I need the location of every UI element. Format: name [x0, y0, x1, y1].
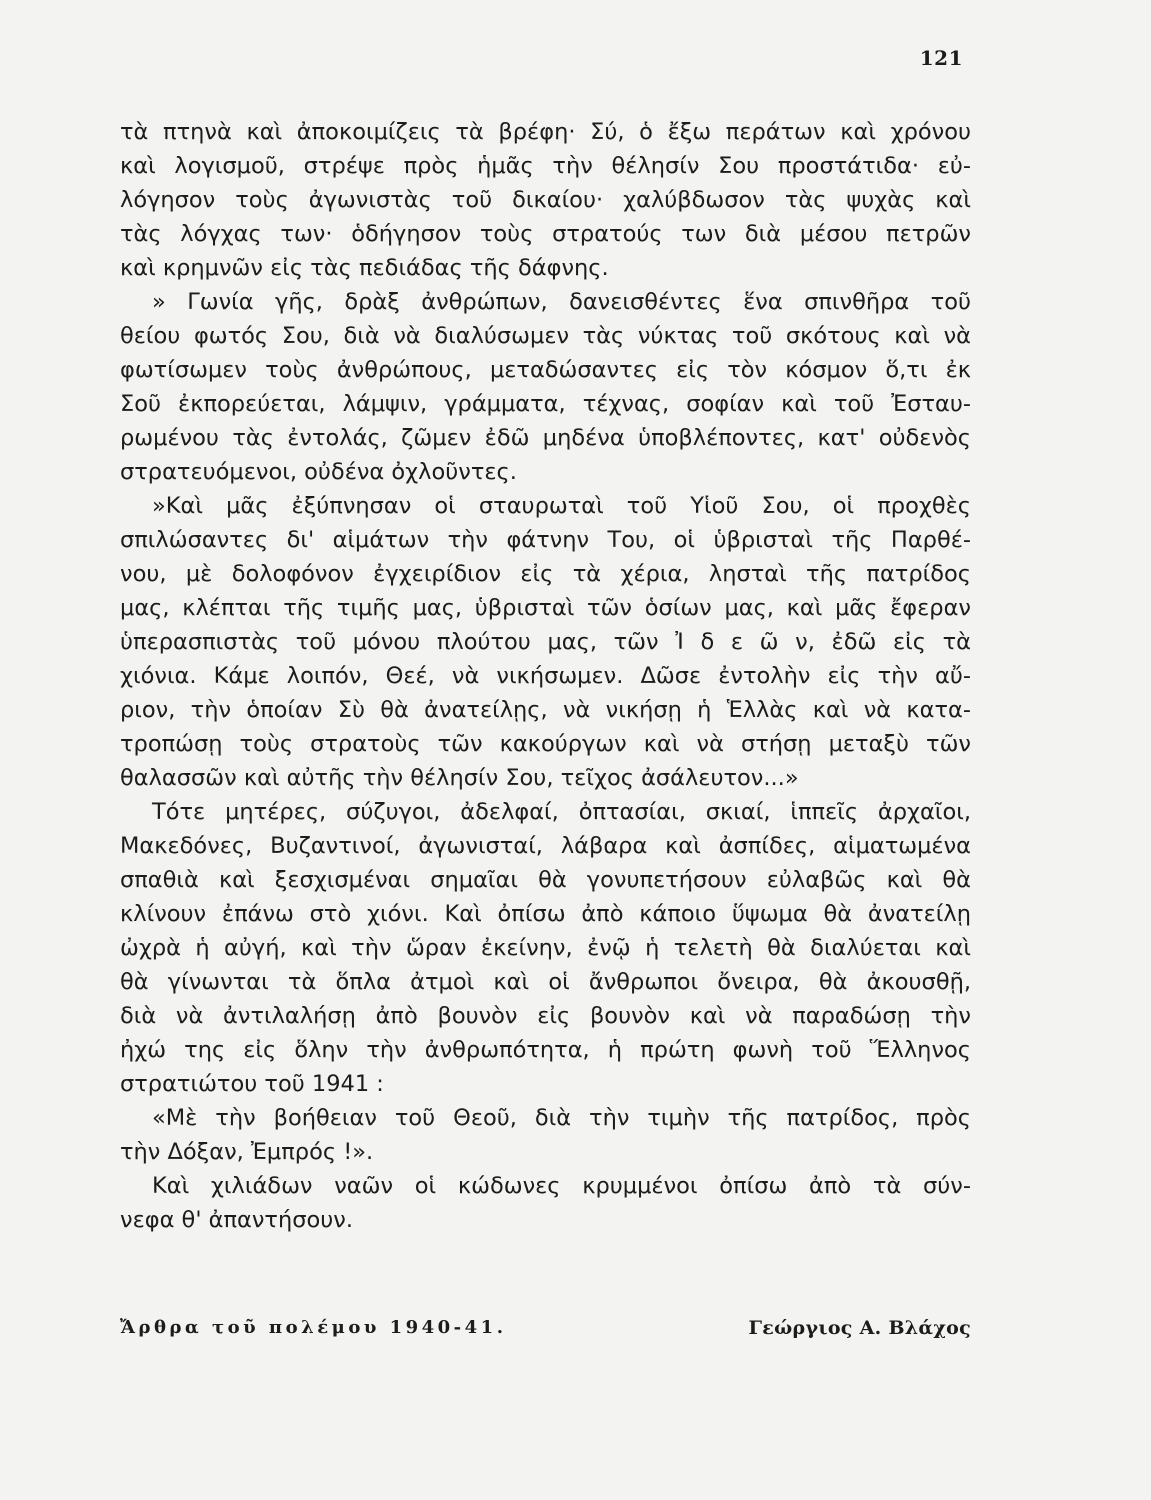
text-line: θαλασσῶν καὶ αὐτῆς τὴν θέλησίν Σου, τεῖχος ἀσάλευτον...»	[120, 765, 799, 791]
text-line: κλίνουν ἐπάνω στὸ χιόνι. Καὶ ὀπίσω ἀπὸ κάποιο ὕψωμα θὰ ἀνατείλῃ	[120, 901, 971, 927]
page-number: 121	[919, 46, 963, 70]
text-line: ρωμένου τὰς ἐντολάς, ζῶμεν ἐδῶ μηδένα ὑποβλέποντες, κατ' οὐδενὸς	[120, 425, 971, 451]
text-line: θὰ γίνωνται τὰ ὅπλα ἀτμοὶ καὶ οἱ ἄνθρωποι ὄνειρα, θὰ ἀκουσθῇ,	[120, 969, 971, 995]
text-line: σπαθιὰ καὶ ξεσχισμέναι σημαῖαι θὰ γονυπετήσουν εὐλαβῶς καὶ θὰ	[120, 867, 971, 893]
text-line: Μακεδόνες, Βυζαντινοί, ἀγωνισταί, λάβαρα καὶ ἀσπίδες, αἱματωμένα	[120, 833, 971, 859]
text-line: ὑπερασπιστὰς τοῦ μόνου πλούτου μας, τῶν Ἰ δ ε ῶ ν, ἐδῶ εἰς τὰ	[120, 629, 971, 655]
text-line: ὠχρὰ ἡ αὐγή, καὶ τὴν ὥραν ἐκείνην, ἐνῷ ἡ τελετὴ θὰ διαλύεται καὶ	[120, 935, 971, 961]
text-line: τὴν Δόξαν, Ἐμπρός !».	[120, 1139, 374, 1165]
text-line: νου, μὲ δολοφόνον ἐγχειρίδιον εἰς τὰ χέρια, λησταὶ τῆς πατρίδος	[120, 561, 971, 587]
author-name: Γεώργιος Α. Βλάχος	[748, 1317, 971, 1339]
source-citation: Ἄρθρα τοῦ πολέμου 1940-41.	[120, 1317, 507, 1338]
text-line: λόγησον τοὺς ἀγωνιστὰς τοῦ δικαίου· χαλύβδωσον τὰς ψυχὰς καὶ	[120, 187, 971, 213]
text-line: χιόνια. Κάμε λοιπόν, Θεέ, νὰ νικήσωμεν. Δῶσε ἐντολὴν εἰς τὴν αὔ-	[120, 663, 971, 689]
text-line: μας, κλέπται τῆς τιμῆς μας, ὑβρισταὶ τῶν ὁσίων μας, καὶ μᾶς ἔφεραν	[120, 595, 971, 621]
text-line: στρατευόμενοι, οὐδένα ὀχλοῦντες.	[120, 459, 517, 485]
body-text	[120, 115, 971, 1237]
text-line: νεφα θ' ἀπαντήσουν.	[120, 1207, 354, 1233]
text-line: ριον, τὴν ὁποίαν Σὺ θὰ ἀνατείλῃς, νὰ νικήσῃ ἡ Ἑλλὰς καὶ νὰ κατα-	[120, 697, 971, 723]
text-line: διὰ νὰ ἀντιλαλήσῃ ἀπὸ βουνὸν εἰς βουνὸν καὶ νὰ παραδώσῃ τὴν	[120, 1003, 971, 1029]
text-line: καὶ κρημνῶν εἰς τὰς πεδιάδας τῆς δάφνης.	[120, 255, 609, 281]
text-line: »Καὶ μᾶς ἐξύπνησαν οἱ σταυρωταὶ τοῦ Υἱοῦ Σου, οἱ προχθὲς	[152, 493, 971, 519]
text-line: στρατιώτου τοῦ 1941 :	[120, 1071, 384, 1097]
text-line: τὰς λόγχας των· ὁδήγησον τοὺς στρατούς των διὰ μέσου πετρῶν	[120, 221, 971, 247]
text-line: τροπώσῃ τοὺς στρατοὺς τῶν κακούργων καὶ νὰ στήσῃ μεταξὺ τῶν	[120, 731, 971, 757]
text-line: «Μὲ τὴν βοήθειαν τοῦ Θεοῦ, διὰ τὴν τιμὴν τῆς πατρίδος, πρὸς	[152, 1105, 971, 1131]
text-line: θείου φωτός Σου, διὰ νὰ διαλύσωμεν τὰς νύκτας τοῦ σκότους καὶ νὰ	[120, 323, 971, 349]
text-line: ἠχώ της εἰς ὅλην τὴν ἀνθρωπότητα, ἡ πρώτη φωνὴ τοῦ Ἕλληνος	[120, 1037, 971, 1063]
text-line: καὶ λογισμοῦ, στρέψε πρὸς ἡμᾶς τὴν θέλησίν Σου προστάτιδα· εὐ-	[120, 153, 971, 179]
text-line: φωτίσωμεν τοὺς ἀνθρώπους, μεταδώσαντες εἰς τὸν κόσμον ὅ,τι ἐκ	[120, 357, 971, 383]
text-line: Καὶ χιλιάδων ναῶν οἱ κώδωνες κρυμμένοι ὀπίσω ἀπὸ τὰ σύν-	[152, 1173, 971, 1199]
text-line: σπιλώσαντες δι' αἱμάτων τὴν φάτνην Του, οἱ ὑβρισταὶ τῆς Παρθέ-	[120, 527, 971, 553]
text-line: Τότε μητέρες, σύζυγοι, ἀδελφαί, ὀπτασίαι, σκιαί, ἱππεῖς ἀρχαῖοι,	[152, 799, 971, 825]
footer	[120, 1317, 971, 1351]
text-line: Σοῦ ἐκπορεύεται, λάμψιν, γράμματα, τέχνας, σοφίαν καὶ τοῦ Ἐσταυ-	[120, 391, 971, 417]
text-line: τὰ πτηνὰ καὶ ἀποκοιμίζεις τὰ βρέφη· Σύ, ὁ ἔξω περάτων καὶ χρόνου	[120, 119, 971, 145]
text-line: » Γωνία γῆς, δρὰξ ἀνθρώπων, δανεισθέντες ἕνα σπινθῆρα τοῦ	[152, 289, 971, 315]
